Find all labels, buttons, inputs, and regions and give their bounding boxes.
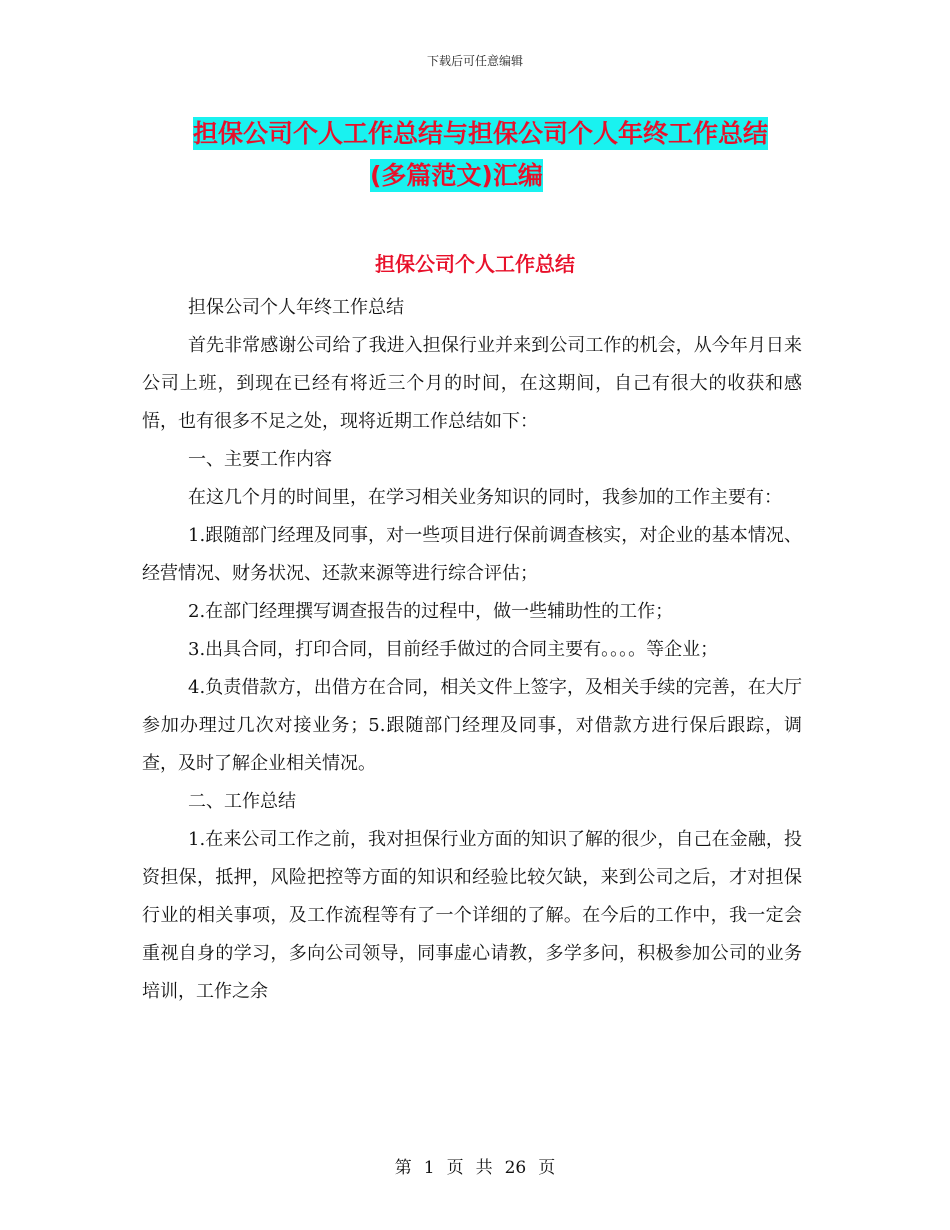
paragraph: 在这几个月的时间里，在学习相关业务知识的同时，我参加的工作主要有：	[188, 487, 782, 508]
document-body	[142, 289, 802, 1011]
paragraph: 4.负责借款方，出借方在合同，相关文件上签字，及相关手续的完善，在大厅参加办理过几次对接业务；5.跟随部门经理及同事，对借款方进行保后跟踪，调查，及时了解企业相关情况。	[142, 677, 802, 774]
section-title: 担保公司个人工作总结	[375, 252, 575, 276]
document-title-line1-text: 担保公司个人工作总结与担保公司个人年终工作总结	[193, 119, 769, 148]
page-unit: 页	[446, 1158, 464, 1178]
paragraph: 担保公司个人年终工作总结	[188, 297, 404, 318]
document-title-line2	[370, 156, 950, 192]
paragraph: 二、工作总结	[188, 791, 296, 812]
paragraph: 一、主要工作内容	[188, 449, 332, 470]
total-label: 共	[475, 1158, 493, 1178]
document-title-line1	[193, 114, 813, 150]
page-label: 第	[394, 1158, 412, 1178]
page-number: 1	[423, 1158, 435, 1178]
header-note: 下载后可任意编辑	[426, 54, 523, 68]
paragraph: 2.在部门经理撰写调查报告的过程中，做一些辅助性的工作；	[188, 601, 674, 622]
paragraph: 3.出具合同，打印合同，目前经手做过的合同主要有。。。。等企业；	[188, 639, 719, 660]
total-unit: 页	[538, 1158, 556, 1178]
paragraph: 1.在来公司工作之前，我对担保行业方面的知识了解的很少，自己在金融，投资担保，抵押，风险把控等方面的知识和经验比较欠缺，来到公司之后，才对担保行业的相关事项，及工作流程等有了一个详细的了解。在今后的工作中，我一定会重视自身的学习，多向公司领导，同事虚心请教，多学多问，积极参加公司的业务培训，工作之余	[142, 829, 802, 1002]
document-title-line2-text: (多篇范文)汇编	[370, 161, 543, 190]
page-footer	[0, 1153, 950, 1178]
total-pages: 26	[504, 1158, 527, 1178]
paragraph: 首先非常感谢公司给了我进入担保行业并来到公司工作的机会，从今年月日来公司上班，到现在已经有将近三个月的时间，在这期间，自己有很大的收获和感悟，也有很多不足之处，现将近期工作总结如下：	[142, 335, 802, 432]
paragraph: 1.跟随部门经理及同事，对一些项目进行保前调查核实，对企业的基本情况、经营情况、财务状况、还款来源等进行综合评估；	[142, 525, 802, 584]
